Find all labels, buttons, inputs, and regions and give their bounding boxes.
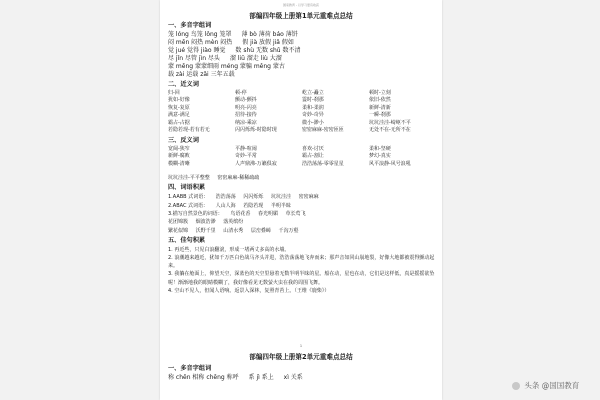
aabb-label: 1.AABB 式词语： bbox=[168, 194, 209, 201]
antonym-pair: 浩浩荡荡-零零星星 bbox=[302, 160, 344, 167]
antonym-pair: 新鲜-腐败 bbox=[168, 153, 190, 160]
antonym-pair: 霸占-割让 bbox=[302, 153, 324, 160]
synonym-pair: 满意-满足 bbox=[168, 112, 190, 119]
aabb-word: 闪闪烁烁 bbox=[243, 194, 264, 201]
abac-label: 2.ABAC 式词语： bbox=[168, 202, 209, 209]
next-section-title: 一、多音字组词 bbox=[168, 365, 212, 372]
antonym-pair: 喜欢-讨厌 bbox=[302, 145, 324, 152]
synonym-pair: 恢复-复原 bbox=[168, 104, 190, 111]
watermark-logo-icon bbox=[512, 382, 520, 390]
scenery-word: 草长莺飞 bbox=[285, 211, 306, 218]
section-title-antonyms: 三、反义词 bbox=[168, 136, 199, 144]
abac-word: 半明半昧 bbox=[270, 202, 291, 209]
synonym-pair: 顿时-立刻 bbox=[369, 89, 391, 96]
polyphonic-line bbox=[168, 374, 436, 382]
polyphonic-line bbox=[168, 71, 436, 79]
synonym-pair: 新鲜-清新 bbox=[369, 104, 391, 111]
abac-word: 若隐若现 bbox=[243, 202, 264, 209]
antonym-pair: 柔和-坚硬 bbox=[369, 145, 391, 152]
polyphonic-entry: 数 shù 无数 shǔ 数不清 bbox=[235, 47, 301, 54]
scenery-row bbox=[168, 210, 436, 218]
polyphonic-entry: 笼 lóng 鸟笼 lǒng 笼罩 bbox=[168, 31, 232, 38]
abac-word: 人山人海 bbox=[215, 202, 236, 209]
synonym-pair: 闪闪烁烁-时隐时现 bbox=[235, 127, 277, 134]
polyphonic-line bbox=[168, 39, 436, 47]
synonym-pair: 归-回 bbox=[168, 89, 180, 96]
scenery-word: 山清水秀 bbox=[223, 227, 244, 234]
document-body bbox=[160, 22, 442, 295]
polyphonic-line bbox=[168, 31, 436, 39]
aabb-row bbox=[168, 193, 436, 201]
antonym-pair: 奇妙-平常 bbox=[235, 153, 257, 160]
section-title-accumulation: 四、词语积累 bbox=[168, 184, 206, 192]
scenery-word: 层峦叠嶂 bbox=[250, 227, 271, 234]
synonym-pair: 微小-渺小 bbox=[302, 119, 324, 126]
polyphonic-entry: 尽 jǐn 尽管 jìn 尽头 bbox=[168, 55, 220, 62]
page-number: 1 bbox=[299, 344, 303, 348]
polyphonic-line bbox=[168, 63, 436, 71]
synonym-list bbox=[168, 90, 436, 136]
synonym-pair: 纳凉-乘凉 bbox=[235, 119, 257, 126]
synonym-pair: 密密麻麻-密密匝匝 bbox=[302, 127, 344, 134]
sentence-item: 1. 再近些，只见白浪翻滚，形成一堵两丈多高的水墙。 bbox=[168, 246, 290, 253]
polyphonic-entry: 觉 jué 觉得 jiào 睡觉 bbox=[168, 47, 226, 54]
synonym-pair: 无处不在-无所不在 bbox=[369, 127, 411, 134]
synonym-pair: 奇妙-奇异 bbox=[302, 112, 324, 119]
accumulation-intro bbox=[168, 174, 436, 182]
antonym-pair: 梦幻-真实 bbox=[369, 153, 391, 160]
aabb-word: 密密麻麻 bbox=[298, 194, 319, 201]
word-pair: 密密麻麻-稀稀疏疏 bbox=[217, 175, 260, 182]
watermark-text: 头条 @国国教育 bbox=[524, 381, 580, 390]
scenery-word: 花团锦簇 bbox=[168, 219, 189, 226]
polyphonic-entry: 假 jià 放假 jiǎ 假如 bbox=[242, 39, 294, 46]
antonym-pair: 平静-喧闹 bbox=[235, 145, 257, 152]
watermark bbox=[512, 380, 579, 391]
polyphonic-entry: xì 关系 bbox=[283, 374, 303, 381]
synonym-pair: 招待-接待 bbox=[235, 112, 257, 119]
sentence-item: 2. 浪潮越来越近，犹如千万匹白色战马齐头并进，浩浩荡荡地飞奔而来；那声音如同山崩地裂，好像大地都被震得颤动起来。 bbox=[168, 254, 435, 270]
polyphonic-entry: 载 zài 运载 zǎi 三年五载 bbox=[168, 71, 235, 78]
sentence-item: 3. 我躺在舱面上，仰望天空，深蓝色的天空里悬着无数半明半昧的星。船在动，星也在动，它们是这样低，真是摇摇欲坠呢！渐渐地我的眼睛模糊了，我好像看见无数萤火虫在我的周围飞舞。 bbox=[168, 271, 435, 286]
synonym-pair: 屹立-矗立 bbox=[302, 89, 324, 96]
aabb-word: 坑坑洼洼 bbox=[271, 194, 292, 201]
scenery-row bbox=[168, 227, 436, 235]
scenery-word: 繁花似锦 bbox=[168, 227, 189, 234]
polyphonic-entry: 薄 bò 薄荷 báo 薄饼 bbox=[241, 31, 298, 38]
aabb-word: 浩浩荡荡 bbox=[215, 194, 236, 201]
synonym-pair: 颤动-颤抖 bbox=[235, 97, 257, 104]
synonym-pair: 若隐若现-若有若无 bbox=[168, 127, 210, 134]
synonym-pair: 明亮-闪亮 bbox=[235, 104, 257, 111]
document-title: 部编四年级上册第1单元重难点总结 bbox=[249, 12, 353, 20]
scenery-word: 春光明媚 bbox=[257, 211, 278, 218]
abac-row bbox=[168, 202, 436, 210]
antonym-pair: 风平浪静-风号浪吼 bbox=[369, 160, 411, 167]
polyphonic-entry: 系 jì 系上 bbox=[248, 374, 274, 381]
polyphonic-line bbox=[168, 55, 436, 63]
section-title-synonyms: 二、近义词 bbox=[168, 80, 199, 88]
polyphonic-entry: 称 chēn 相称 chēng 称呼 bbox=[168, 374, 239, 381]
antonym-pair: 模糊-清晰 bbox=[168, 160, 190, 167]
antonym-pair: 人声鼎沸-万籁俱寂 bbox=[235, 160, 277, 167]
scenery-row bbox=[168, 218, 436, 226]
document-page bbox=[160, 0, 442, 400]
synonym-pair: 顿-停 bbox=[235, 89, 247, 96]
polyphonic-entry: 闷 mēn 闷热 mèn 闷热 bbox=[168, 39, 233, 46]
next-unit-preview bbox=[160, 353, 442, 382]
scenery-word: 落英缤纷 bbox=[223, 219, 244, 226]
sentence-item: 4. 空山不见人，但闻人语响。返景入深林，复照青苔上。（王维《鹿柴》） bbox=[168, 287, 330, 294]
next-unit-title: 部编四年级上册第2单元重难点总结 bbox=[249, 353, 353, 361]
word-pair: 坑坑洼洼-平平整整 bbox=[168, 175, 210, 182]
scenery-word: 千沟万壑 bbox=[278, 227, 299, 234]
section-title-polyphonic: 一、多音字组词 bbox=[168, 22, 212, 29]
scenery-label: 3.描写自然景色的词语： bbox=[168, 211, 223, 218]
header-note: 国家教育 - 以学习更有收获 bbox=[283, 3, 319, 7]
polyphonic-line bbox=[168, 47, 436, 55]
synonym-pair: 犹如-好像 bbox=[168, 97, 190, 104]
scenery-word: 鸟语花香 bbox=[230, 211, 251, 218]
synonym-pair: 柔和-柔润 bbox=[302, 104, 324, 111]
synonym-pair: 依旧-依然 bbox=[369, 97, 391, 104]
synonym-pair: 坑坑洼洼-崎岖不平 bbox=[369, 119, 411, 126]
synonym-pair: 霸占-占据 bbox=[168, 119, 190, 126]
scenery-word: 沃野千里 bbox=[195, 227, 216, 234]
synonym-pair: 一瞬-刹那 bbox=[369, 112, 391, 119]
scenery-word: 烟波浩渺 bbox=[195, 219, 216, 226]
polyphonic-entry: 溜 liū 溜走 liù 大溜 bbox=[229, 55, 282, 62]
antonym-list bbox=[168, 146, 436, 169]
antonym-pair: 宽阔-狭窄 bbox=[168, 145, 190, 152]
section-title-sentences: 五、佳句积累 bbox=[168, 236, 206, 244]
synonym-pair: 霎时-刹那 bbox=[302, 97, 324, 104]
polyphonic-entry: 蒙 mēng 蒙蒙细雨 méng 蒙骗 měng 蒙古 bbox=[168, 63, 285, 70]
